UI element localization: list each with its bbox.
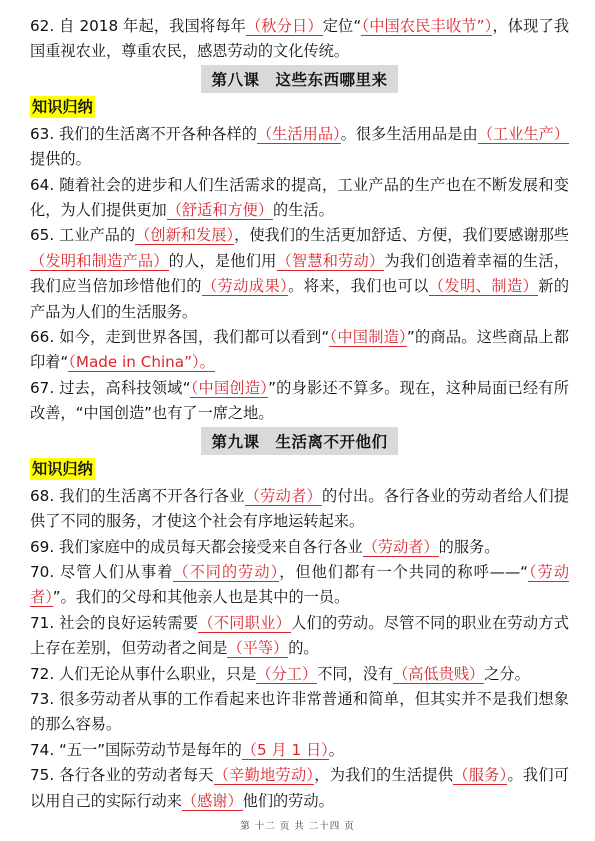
item-text: 75. 各行各业的劳动者每天 [30, 766, 214, 785]
answer-text: （创新和发展） [135, 226, 235, 245]
item-text: ，为我们的生活提供 [314, 766, 454, 785]
item-text: 提供的。 [30, 150, 91, 169]
item-text: 的。 [288, 639, 319, 658]
item-text: ”的商品。这些商品上都印着“ [30, 328, 569, 372]
knowledge-item [30, 173, 569, 224]
knowledge-item [30, 14, 569, 65]
answer-text: （舒适和方便） [166, 201, 273, 220]
item-text: 68. 我们的生活离不开各行各业 [30, 486, 245, 505]
knowledge-item [30, 560, 569, 611]
answer-text: （5 月 1 日） [241, 740, 329, 759]
item-text: 66. 如今，走到世界各国，我们都可以看到“ [30, 328, 330, 347]
knowledge-item [30, 223, 569, 325]
lesson9-title: 第九课 生活离不开他们 [201, 427, 397, 455]
item-text: ，但他们都有一个共同的称呼——“ [279, 562, 529, 581]
item-text: 的人，是他们用 [168, 251, 277, 270]
knowledge-item [30, 687, 569, 738]
item-text: 71. 社会的良好运转需要 [30, 613, 199, 632]
item-text: 64. 随着社会的进步和人们生活需求的提高，工业产品的生产也在不断发展和变化，为人们提供更加 [30, 175, 569, 220]
item-text: 不同，没有 [317, 664, 394, 683]
answer-text: （发明、制造） [428, 277, 539, 296]
lesson8-knowledge-label [30, 96, 569, 120]
item-text: ，使我们的生活更加舒适、方便，我们要感谢那些 [234, 226, 569, 245]
answer-text: （感谢） [181, 791, 243, 810]
item-text: 为我们创造着幸福的生活，我们应当倍加珍惜他们的 [30, 251, 569, 296]
answer-text: （中国制造） [329, 328, 407, 347]
knowledge-item [30, 738, 569, 763]
item-text: ”的身影还不算多。现在，这种局面已经有所改善，“中国创造”也有了一席之地。 [30, 378, 569, 423]
item-text: 的生活。 [273, 201, 334, 220]
item-text: 67. 过去，高科技领域“ [30, 378, 191, 397]
lesson8-title: 第八课 这些东西哪里来 [201, 65, 397, 93]
item-text: 70. 尽管人们从事着 [30, 562, 174, 581]
answer-text: （劳动者） [362, 537, 439, 556]
answer-text: （平等） [227, 639, 289, 658]
item-text: 69. 我们家庭中的成员每天都会接受来自各行各业 [30, 537, 363, 556]
item-text: 的付出。各行各业的劳动者给人们提供了不同的服务，才使这个社会有序地运转起来。 [30, 486, 570, 531]
knowledge-item [30, 611, 569, 662]
page-footer: 第 十二 页 共 二十四 页 [240, 821, 355, 832]
lesson9-knowledge-label [30, 458, 569, 482]
item-text: 72. 人们无论从事什么职业，只是 [30, 664, 257, 683]
answer-text: （中国农民丰收节”） [361, 17, 493, 35]
item-text: 73. 很多劳动者从事的工作看起来也许非常普通和简单，但其实并不是我们想象的那么容易。 [30, 689, 569, 734]
lesson8-items [30, 122, 569, 427]
knowledge-item [30, 662, 569, 687]
item-text: ”。我们的父母和其他亲人也是其中的一员。 [52, 588, 350, 607]
item-text: 定位“ [322, 17, 362, 35]
answer-text: （Made in China”）。 [68, 353, 215, 372]
item-text: 人们的劳动。尽管不同的职业在劳动方式上存在差别，但劳动者之间是 [30, 613, 570, 658]
answer-text: （不同的劳动） [173, 562, 280, 581]
knowledge-item [30, 763, 569, 814]
item-text: 的服务。 [438, 537, 500, 556]
answer-text: （中国创造） [190, 378, 269, 397]
item-text: 新的产品为人们的生活服务。 [30, 277, 570, 321]
item-text: 之分。 [484, 664, 530, 683]
answer-text: （高低贵贱） [393, 664, 485, 683]
item-text: 74. “五一”国际劳动节是每年的 [30, 740, 242, 759]
knowledge-item [30, 376, 569, 427]
knowledge-summary-label: 知识归纳 [32, 97, 93, 116]
answer-text: （秋分日） [245, 17, 323, 35]
answer-text: （生活用品） [256, 124, 341, 143]
item-text: 。 [328, 740, 344, 759]
answer-text: （辛勤地劳动） [213, 766, 315, 785]
item-text: 。将来，我们也可以 [288, 277, 429, 296]
answer-text: （劳动成果） [201, 277, 289, 296]
lesson9-heading [30, 428, 569, 455]
item-text: 他们的劳动。 [242, 791, 334, 810]
answer-text: （分工） [256, 664, 318, 683]
answer-text: （不同职业） [198, 613, 292, 632]
answer-text: （服务） [453, 766, 508, 785]
lesson9-items [30, 484, 569, 814]
item-text: 65. 工业产品的 [30, 226, 136, 245]
item-text: 63. 我们的生活离不开各种各样的 [30, 124, 257, 143]
knowledge-item [30, 325, 569, 376]
knowledge-item [30, 122, 569, 173]
answer-text: （智慧和劳动） [276, 251, 385, 270]
answer-text: （劳动者） [244, 486, 322, 505]
answer-text: （发明和制造产品） [30, 251, 169, 270]
lesson8-heading [30, 66, 569, 93]
item-text: 。我们可以用自己的实际行动来 [30, 766, 570, 810]
knowledge-item [30, 484, 569, 535]
answer-text: （工业生产） [477, 124, 570, 143]
item-text: 。很多生活用品是由 [340, 124, 478, 143]
answer-text: （劳动者） [30, 562, 570, 607]
item-text: 62. 自 2018 年起，我国将每年 [30, 17, 246, 35]
items-before-lesson8 [30, 14, 569, 65]
item-text: ，体现了我国重视农业，尊重农民，感恩劳动的文化传统。 [30, 17, 570, 61]
knowledge-summary-label: 知识归纳 [32, 459, 93, 478]
knowledge-item [30, 535, 569, 560]
